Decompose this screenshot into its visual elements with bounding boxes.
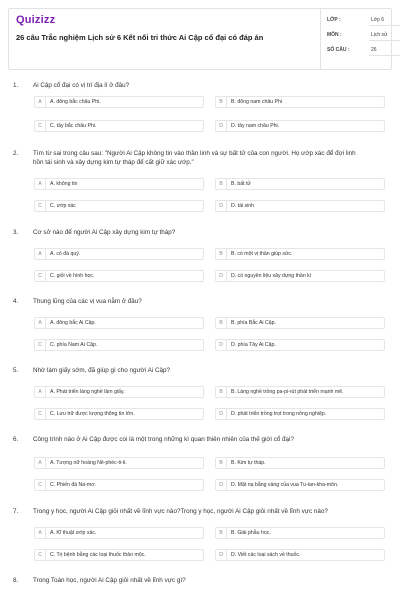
option-letter: D [216, 201, 227, 211]
question-text: Nhờ làm giấy sớm, đã giúp gì cho người Ai Cập? [33, 367, 171, 374]
meta-count-line [369, 55, 400, 56]
option-letter: D [216, 480, 227, 490]
option-text: D. Viết các loại sách về thuốc. [231, 552, 301, 558]
option-b[interactable] [215, 386, 385, 398]
option-letter: D [216, 121, 227, 131]
option-c[interactable] [34, 408, 204, 420]
option-text: A. đông bắc Ai Cập. [50, 320, 96, 326]
meta-subject-label: MÔN : [327, 32, 342, 38]
question-number: 4. [13, 298, 19, 305]
document-header [8, 8, 392, 70]
option-letter: B [216, 387, 227, 397]
option-letter: A [35, 249, 46, 259]
option-letter: C [35, 409, 46, 419]
question-number: 5. [13, 367, 19, 374]
option-letter: C [35, 201, 46, 211]
option-text: D. phát triển trồng trọt trong nông nghiệp. [231, 411, 327, 417]
option-text: A. Kĩ thuật ướp xác. [50, 530, 97, 536]
question-text: Ai Cập cổ đại có vị trí địa lí ở đâu? [33, 82, 130, 89]
meta-grade-label: LỚP : [327, 17, 341, 23]
option-letter: C [35, 550, 46, 560]
option-text: B. Kim tự tháp. [231, 460, 266, 466]
option-b[interactable] [215, 457, 385, 469]
option-letter: C [35, 480, 46, 490]
option-letter: C [35, 340, 46, 350]
option-c[interactable] [34, 549, 204, 561]
header-divider [320, 9, 321, 69]
option-letter: B [216, 528, 227, 538]
option-letter: B [216, 249, 227, 259]
question-number: 1. [13, 82, 19, 89]
option-text: C. tây bắc châu Phi. [50, 123, 97, 129]
document-title: 26 câu Trắc nghiệm Lịch sử 6 Kết nối tri thức Ai Cập cổ đại có đáp án [16, 33, 264, 42]
option-text: B. Giải phẫu học. [231, 530, 271, 536]
option-text: C. giỏi về hình học. [50, 273, 95, 279]
option-letter: A [35, 458, 46, 468]
option-a[interactable] [34, 457, 204, 469]
option-letter: A [35, 528, 46, 538]
option-text: C. phía Nam Ai Cập. [50, 342, 98, 348]
option-text: A. không tin [50, 181, 78, 187]
meta-subject [327, 31, 391, 41]
meta-grade-line [369, 25, 400, 26]
option-c[interactable] [34, 339, 204, 351]
option-letter: C [35, 121, 46, 131]
question-number: 3. [13, 229, 19, 236]
meta-count-value: 26 [371, 47, 377, 53]
option-text: B. phía Bắc Ai Cập. [231, 320, 276, 326]
option-b[interactable] [215, 317, 385, 329]
option-a[interactable] [34, 178, 204, 190]
meta-grade [327, 16, 391, 26]
option-text: C. Phiến đá Na-mơ. [50, 482, 97, 488]
option-a[interactable] [34, 527, 204, 539]
question-number: 8. [13, 577, 19, 584]
option-c[interactable] [34, 479, 204, 491]
option-d[interactable] [215, 339, 385, 351]
option-text: C. ướp xác [50, 203, 76, 209]
meta-count [327, 46, 391, 56]
option-letter: A [35, 97, 46, 107]
quizizz-logo[interactable]: Quizizz [16, 14, 56, 26]
option-d[interactable] [215, 408, 385, 420]
question-text: Tìm từ sai trong câu sau: "Người Ai Cập không tin vào thần linh và sự bất tử của con người. Họ ướp xác để đợi linh hồn tái sinh và xây dựng kim tự tháp để cất giữ xác ướp." [33, 150, 356, 166]
option-text: A. có đá quý. [50, 251, 81, 257]
option-c[interactable] [34, 120, 204, 132]
option-letter: D [216, 409, 227, 419]
option-letter: A [35, 387, 46, 397]
option-b[interactable] [215, 178, 385, 190]
option-d[interactable] [215, 270, 385, 282]
question-text: Trong Toán học, người Ai Cập giỏi nhất về lĩnh vực gì? [33, 577, 186, 584]
option-text: D. tái sinh [231, 203, 255, 209]
question-number: 6. [13, 436, 19, 443]
option-letter: B [216, 318, 227, 328]
option-letter: B [216, 179, 227, 189]
option-d[interactable] [215, 479, 385, 491]
option-letter: B [216, 458, 227, 468]
meta-count-label: SỐ CÂU : [327, 47, 350, 53]
option-text: D. có nguyên liệu xây dựng thần kì [231, 273, 312, 279]
option-text: A. Tượng nữ hoàng Nê-phéc-ti-ti. [50, 460, 127, 466]
option-text: B. đông nam châu Phi [231, 99, 283, 105]
question-text: Cơ sở nào để người Ai Cập xây dựng kim tự tháp? [33, 229, 176, 236]
option-text: D. tây nam châu Phi. [231, 123, 280, 129]
option-text: B. Làng nghề trồng pa-pi-rút phát triển mạnh mẽ. [231, 389, 344, 395]
option-b[interactable] [215, 248, 385, 260]
question-text: Trong y học, người Ai Cập giỏi nhất về lĩnh vực nào?Trong y học, người Ai Cập giỏi nhất về lĩnh vực nào? [33, 508, 328, 515]
option-text: B. bất tử [231, 181, 251, 187]
option-text: D. Mặt nạ bằng vàng của vua Tu-tan-kha-môn. [231, 482, 339, 488]
option-c[interactable] [34, 270, 204, 282]
option-letter: A [35, 179, 46, 189]
option-d[interactable] [215, 120, 385, 132]
question-number: 2. [13, 150, 19, 157]
question-number: 7. [13, 508, 19, 515]
option-text: B. có một vị thần giúp sức. [231, 251, 293, 257]
option-d[interactable] [215, 549, 385, 561]
option-text: C. Trị bệnh bằng các loại thuốc thảo mộc. [50, 552, 146, 558]
option-b[interactable] [215, 96, 385, 108]
option-d[interactable] [215, 200, 385, 212]
option-letter: A [35, 318, 46, 328]
question-text: Thung lũng của các vị vua nằm ở đâu? [33, 298, 142, 305]
option-text: A. Phát triển làng nghề làm giấy. [50, 389, 125, 395]
question-text: Công trình nào ở Ai Cập được coi là một trong những kì quan thiên nhiên của thế giới cổ đại? [33, 436, 294, 443]
option-a[interactable] [34, 248, 204, 260]
option-text: A. đông bắc châu Phi. [50, 99, 101, 105]
meta-subject-line [369, 40, 400, 41]
option-a[interactable] [34, 96, 204, 108]
meta-grade-value: Lớp 6 [371, 17, 385, 23]
meta-subject-value: Lịch sử [371, 32, 388, 38]
option-letter: B [216, 97, 227, 107]
option-letter: D [216, 550, 227, 560]
option-a[interactable] [34, 386, 204, 398]
option-letter: D [216, 271, 227, 281]
option-c[interactable] [34, 200, 204, 212]
option-letter: D [216, 340, 227, 350]
option-b[interactable] [215, 527, 385, 539]
option-a[interactable] [34, 317, 204, 329]
option-text: D. phía Tây Ai Cập. [231, 342, 276, 348]
option-letter: C [35, 271, 46, 281]
option-text: C. Lưu trữ được lượng thông tin lớn. [50, 411, 135, 417]
